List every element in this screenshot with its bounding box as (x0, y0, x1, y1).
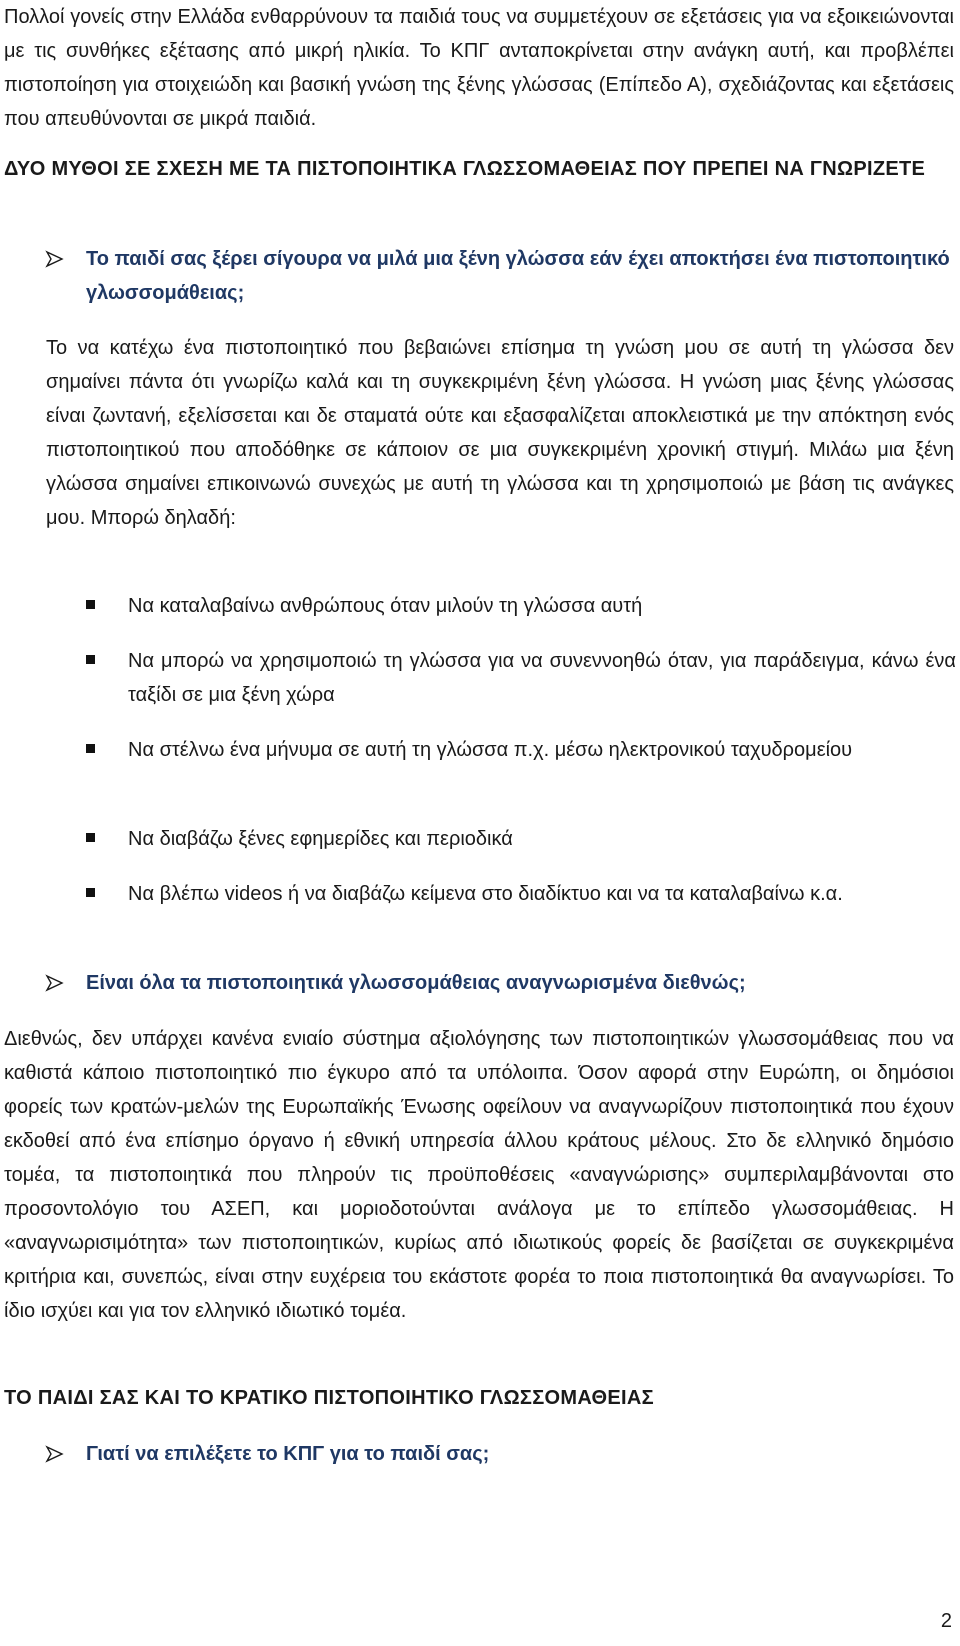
intro-paragraph: Πολλοί γονείς στην Ελλάδα ενθαρρύνουν τα παιδιά τους να συμμετέχουν σε εξετάσεις για να εξοικειώνονται με τις συνθήκες εξέτασης από μικρή ηλικία. Το ΚΠΓ ανταποκρίνεται στην ανάγκη αυτή, και προβλέπει πιστοποίηση για στοιχειώδη και βασική γνώση της ξένης γλώσσας (Επίπεδο Α), σχεδιάζοντας και εξετάσεις που απευθύνονται σε μικρά παιδιά. (4, 6, 954, 130)
section2-heading: ΤΟ ΠΑΙΔΙ ΣΑΣ ΚΑΙ ΤΟ ΚΡΑΤΙΚΟ ΠΙΣΤΟΠΟΙΗΤΙΚΟ ΓΛΩΣΣΟΜΑΘΕΙΑΣ (4, 1387, 654, 1409)
square-bullet-icon (86, 888, 95, 897)
square-bullet-icon (86, 600, 95, 609)
question3 (44, 1437, 956, 1471)
section1-heading: ΔΥΟ ΜΥΘΟΙ ΣΕ ΣΧΕΣΗ ΜΕ ΤΑ ΠΙΣΤΟΠΟΙΗΤΙΚΑ ΓΛΩΣΣΟΜΑΘΕΙΑΣ ΠΟΥ ΠΡΕΠΕΙ ΝΑ ΓΝΩΡΙΖΕΤΕ (4, 158, 926, 180)
arrow-bullet-icon (44, 966, 72, 1011)
list-item (86, 644, 956, 712)
square-bullet-icon (86, 833, 95, 842)
list-item (86, 822, 956, 856)
question3-text: Γιατί να επιλέξετε το ΚΠΓ για το παιδί σας; (86, 1443, 490, 1465)
list-item (86, 589, 956, 623)
answer1-paragraph: Το να κατέχω ένα πιστοποιητικό που βεβαιώνει επίσημα τη γνώση μου σε αυτή τη γλώσσα δεν σημαίνει πάντα ότι γνωρίζω καλά και τη συγκεκριμένη ξένη γλώσσα. Η γνώση μιας ξένης γλώσσας είναι ζωντανή, εξελίσσεται και δε σταματά ούτε και εξασφαλίζεται αποκλειστικά με την απόκτηση ενός πιστοποιητικού που αποδόθηκε σε κάποιον σε μια συγκεκριμένη χρονική στιγμή. Μιλάω μια ξένη γλώσσα σημαίνει επικοινωνώ συνεχώς με αυτή τη γλώσσα και τη χρησιμοποιώ με βάση τις ανάγκες μου. Μπορώ δηλαδή: (46, 337, 954, 529)
list-item (86, 877, 956, 911)
question1-text: Το παιδί σας ξέρει σίγουρα να μιλά μια ξένη γλώσσα εάν έχει αποκτήσει ένα πιστοποιητικό γλωσσομάθειας; (86, 248, 950, 304)
arrow-bullet-icon (44, 1437, 72, 1482)
list-item-text: Να βλέπω videos ή να διαβάζω κείμενα στο διαδίκτυο και να τα καταλαβαίνω κ.α. (128, 883, 843, 905)
list-item-text: Να καταλαβαίνω ανθρώπους όταν μιλούν τη γλώσσα αυτή (128, 595, 643, 617)
arrow-bullet-icon (44, 242, 72, 287)
page-number: 2 (940, 1610, 952, 1632)
answer2-paragraph: Διεθνώς, δεν υπάρχει κανένα ενιαίο σύστημα αξιολόγησης των πιστοποιητικών γλωσσομάθειας που να καθιστά κάποιο πιστοποιητικό πιο έγκυρο από τα υπόλοιπα. Όσον αφορά στην Ευρώπη, οι δημόσιοι φορείς των κρατών-μελών της Ευρωπαϊκής Ένωσης οφείλουν να αναγνωρίζουν πιστοποιητικά που έχουν εκδοθεί από ένα επίσημο όργανο ή εθνική υπηρεσία άλλου κράτους μέλους. Στο δε ελληνικό δημόσιο τομέα, τα πιστοποιητικά που πληρούν τις προϋποθέσεις «αναγνώρισης» συμπεριλαμβάνονται στο προσοντολόγιο του ΑΣΕΠ, και μοριοδοτούνται ανάλογα με το επίπεδο γλωσσομάθειας. Η «αναγνωρισιμότητα» των πιστοποιητικών, κυρίως από ιδιωτικούς φορείς δε βασίζεται σε συγκεκριμένα κριτήρια και, συνεπώς, είναι στην ευχέρεια του εκάστοτε φορέα το ποια πιστοποιητικά θα αναγνωρίσει. Το ίδιο ισχύει και για τον ελληνικό ιδιωτικό τομέα. (4, 1028, 954, 1322)
square-bullet-icon (86, 655, 95, 664)
list-item-text: Να στέλνω ένα μήνυμα σε αυτή τη γλώσσα π.χ. μέσω ηλεκτρονικού ταχυδρομείου (128, 739, 853, 761)
question2-text: Είναι όλα τα πιστοποιητικά γλωσσομάθειας αναγνωρισμένα διεθνώς; (86, 972, 746, 994)
list-item-text: Να διαβάζω ξένες εφημερίδες και περιοδικά (128, 828, 513, 850)
question1 (44, 242, 956, 310)
list-item (86, 733, 956, 767)
question2 (44, 966, 956, 1000)
square-bullet-icon (86, 744, 95, 753)
list-item-text: Να μπορώ να χρησιμοποιώ τη γλώσσα για να συνεννοηθώ όταν, για παράδειγμα, κάνω ένα ταξίδι σε μια ξένη χώρα (128, 650, 956, 706)
